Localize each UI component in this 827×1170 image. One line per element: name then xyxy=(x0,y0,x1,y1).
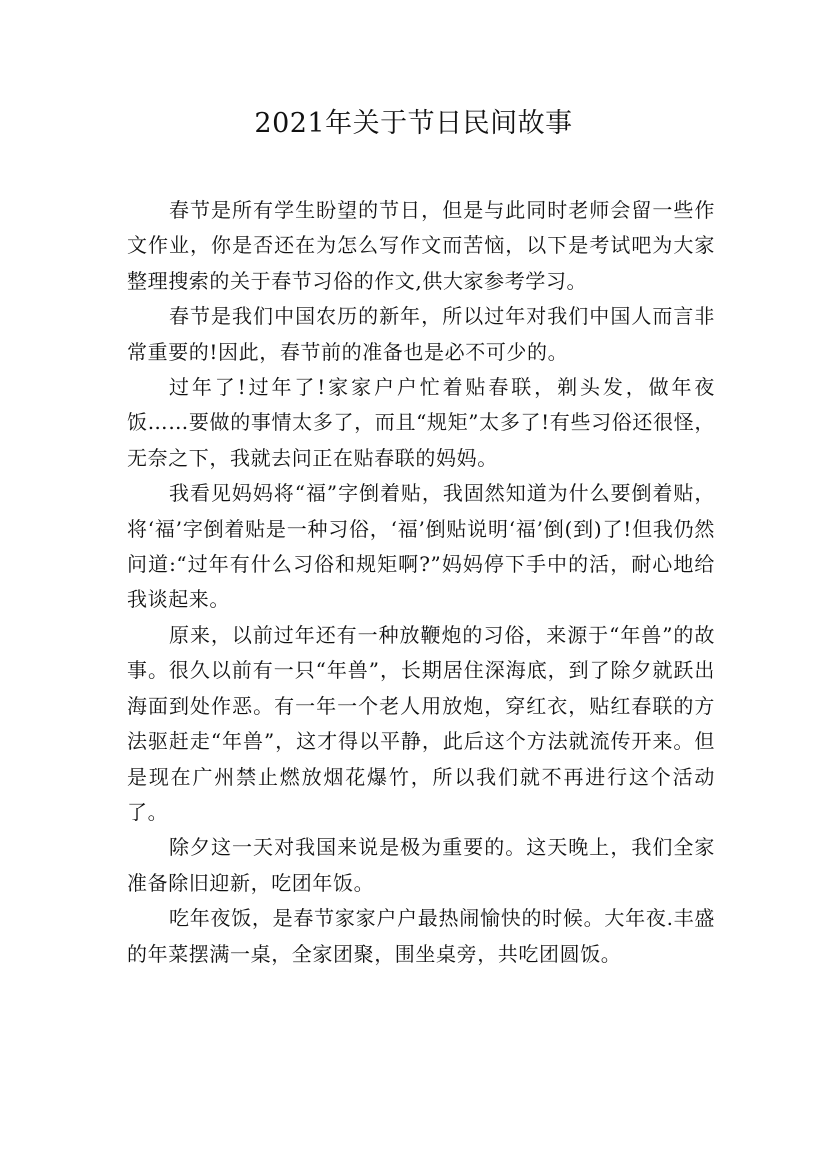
paragraph: 我看见妈妈将“福”字倒着贴，我固然知道为什么要倒着贴，将‘福’字倒着贴是一种习俗，‘福’倒贴说明‘福’倒(到)了!但我仍然问道:“过年有什么习俗和规矩啊?”妈妈停下手中的活，耐心地给我谈起来。 xyxy=(127,481,715,612)
paragraph: 春节是我们中国农历的新年，所以过年对我们中国人而言非常重要的!因此，春节前的准备也是必不可少的。 xyxy=(127,304,715,364)
paragraph: 除夕这一天对我国来说是极为重要的。这天晚上，我们全家准备除旧迎新，吃团年饭。 xyxy=(127,835,715,895)
paragraph: 原来，以前过年还有一种放鞭炮的习俗，来源于“年兽”的故事。很久以前有一只“年兽”，长期居住深海底，到了除夕就跃出海面到处作恶。有一年一个老人用放炮，穿红衣，贴红春联的方法驱赶走“年兽”，这才得以平静，此后这个方法就流传开来。但是现在广州禁止燃放烟花爆竹，所以我们就不再进行这个活动了。 xyxy=(127,622,715,824)
paragraph: 过年了!过年了!家家户户忙着贴春联，剃头发，做年夜饭……要做的事情太多了，而且“规矩”太多了!有些习俗还很怪，无奈之下，我就去问正在贴春联的妈妈。 xyxy=(127,375,715,470)
document-title: 2021年关于节日民间故事 xyxy=(254,108,573,139)
document-body xyxy=(127,193,715,972)
paragraph: 吃年夜饭，是春节家家户户最热闹愉快的时候。大年夜.丰盛的年菜摆满一桌，全家团聚，围坐桌旁，共吃团圆饭。 xyxy=(127,906,715,966)
paragraph: 春节是所有学生盼望的节日，但是与此同时老师会留一些作文作业，你是否还在为怎么写作文而苦恼，以下是考试吧为大家整理搜索的关于春节习俗的作文,供大家参考学习。 xyxy=(127,198,715,293)
